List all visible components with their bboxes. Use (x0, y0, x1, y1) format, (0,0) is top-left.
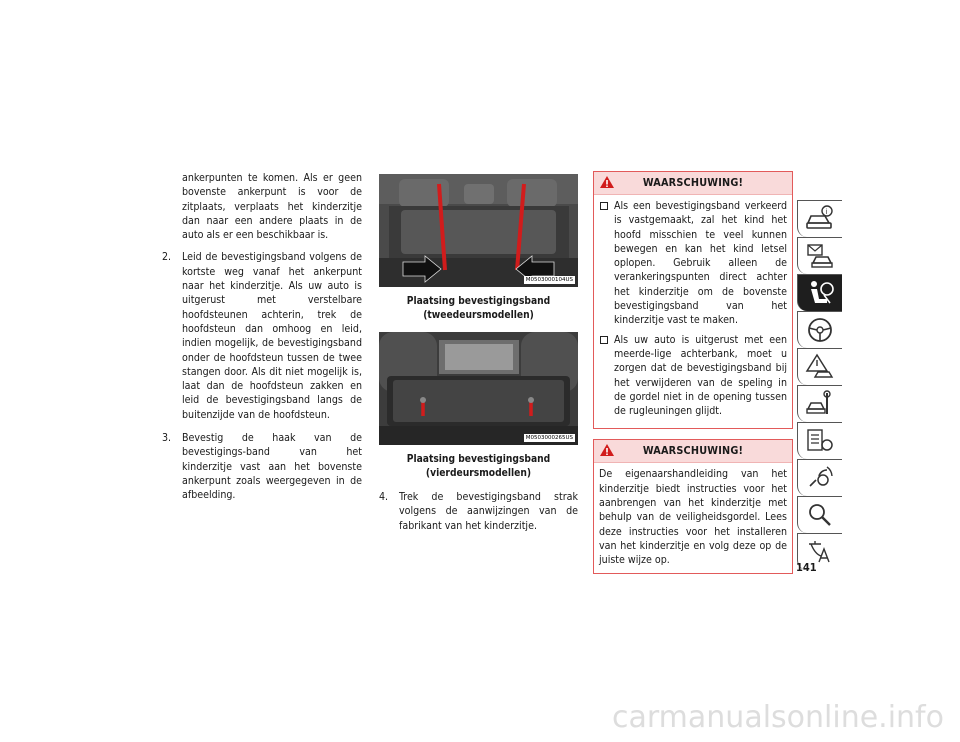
intro-paragraph: ankerpunten te komen. Als er geen bovenste ankerpunt is voor de zitplaats, verplaats het kinderzitje dan naar een andere plaats in de auto als er een beschikbaar is. (182, 172, 362, 242)
step-text: Bevestig de haak van de bevestigings-band van het kinderzitje vast aan het bovenste ankerpunt zoals weergegeven in de afbeelding. (182, 432, 362, 502)
warning-item (599, 199, 787, 328)
chapter-tab[interactable] (797, 385, 842, 422)
right-column (593, 171, 793, 574)
page-number: 141 (796, 561, 817, 574)
warning-header (594, 440, 792, 463)
left-column (162, 171, 362, 512)
car-wrench-icon (805, 390, 835, 418)
steps-list (162, 250, 362, 502)
four-door-seat-illustration (379, 332, 578, 445)
step-text: Leid de bevestigingsband volgens de kortste weg vanaf het ankerpunt naar het kinderzitje. Als uw auto is uitgerust met verstelbare hoofdsteunen achterin, trek de hoofdsteun dan omhoog en leid, indien mogelijk, de bevestigingsband onder de hoofdsteun tussen de twee stangen door. Als dit niet mogelijk is, laat dan de hoofdsteun zakken en leid de bevestigingsband langs de buitenzijde van de hoofdsteun. (182, 251, 362, 421)
figure-four-door-tether (379, 332, 578, 445)
caption-line: Plaatsing bevestigingsband (406, 454, 551, 465)
chapter-tab-active[interactable] (797, 274, 842, 311)
step-number: 3. (162, 432, 172, 445)
step-item (162, 250, 362, 422)
figure-two-door-tether (379, 174, 578, 287)
search-icon (805, 501, 835, 529)
car-info-icon (805, 205, 835, 233)
chapter-tab[interactable] (797, 237, 842, 274)
warning-triangle-icon (599, 175, 615, 189)
steering-wheel-icon (805, 316, 835, 344)
step-item (379, 490, 578, 533)
step-number: 4. (379, 491, 389, 503)
warning-item-text: Als uw auto is uitgerust met een meerde-lige achterbank, moet u zorgen dat de bevestigingsband bij het verwijderen van de speling in de gordel niet in de opening tussen de rugleuningen glijdt. (614, 333, 787, 418)
figure-caption (379, 295, 578, 322)
airbag-seat-icon (805, 279, 835, 307)
warning-list (599, 199, 787, 418)
bullet-box-icon (600, 202, 608, 210)
warning-title: WAARSCHUWING! (642, 176, 744, 189)
maintenance-list-icon (805, 427, 835, 455)
warning-item-text: Als een bevestigingsband verkeerd is vastgemaakt, zal het kind het hoofd misschien te veel kunnen bewegen en kan het kind letsel oplopen. Gebruik alleen de verankeringspunten direct achter het kinderzitje om de bovenste bevestigingsband van het kinderzitje vast te maken. (614, 200, 787, 327)
warning-body (594, 195, 792, 428)
figure-caption (379, 453, 578, 480)
chapter-tab[interactable] (797, 348, 842, 385)
steps-list (379, 490, 578, 533)
chapter-tab[interactable] (797, 459, 842, 496)
warning-item (599, 333, 787, 419)
watermark: carmanualsonline.info (612, 700, 944, 735)
warning-box (593, 439, 793, 573)
chapter-tab[interactable] (797, 200, 842, 237)
svg-text:i: i (825, 208, 828, 216)
multimedia-icon (805, 464, 835, 492)
warning-text: De eigenaarshandleiding van het kinderzitje biedt instructies voor het aanbrengen van het kinderzitje met behulp van de veiligheidsgordel. Lees deze instructies voor het installeren van het kinderzitje en volg deze op de juiste wijze op. (599, 468, 787, 567)
warning-header (594, 172, 792, 195)
warning-title: WAARSCHUWING! (642, 444, 744, 458)
step-item (162, 431, 362, 502)
warning-box (593, 171, 793, 429)
warning-body (594, 463, 792, 572)
chapter-tab[interactable] (797, 496, 842, 533)
figure-code: M0503000104US (525, 277, 573, 283)
figure-code: M0503000265US (525, 435, 573, 441)
chapter-tabs (797, 200, 843, 570)
warning-triangle-icon (599, 443, 615, 457)
caption-line: (vierdeursmodellen) (425, 467, 532, 479)
chapter-tab[interactable] (797, 422, 842, 459)
warning-road-icon (805, 353, 835, 381)
caption-line: (tweedeursmodellen) (423, 309, 534, 321)
bullet-box-icon (600, 336, 608, 344)
two-door-seat-illustration (379, 174, 578, 287)
middle-column (379, 174, 578, 542)
step-text: Trek de bevestigingsband strak volgens de aanwijzingen van de fabrikant van het kinderzitje. (399, 491, 578, 532)
envelope-car-icon (805, 242, 835, 270)
caption-line: Plaatsing bevestigingsband (406, 296, 551, 307)
chapter-tab[interactable] (797, 311, 842, 348)
step-number: 2. (162, 251, 172, 264)
